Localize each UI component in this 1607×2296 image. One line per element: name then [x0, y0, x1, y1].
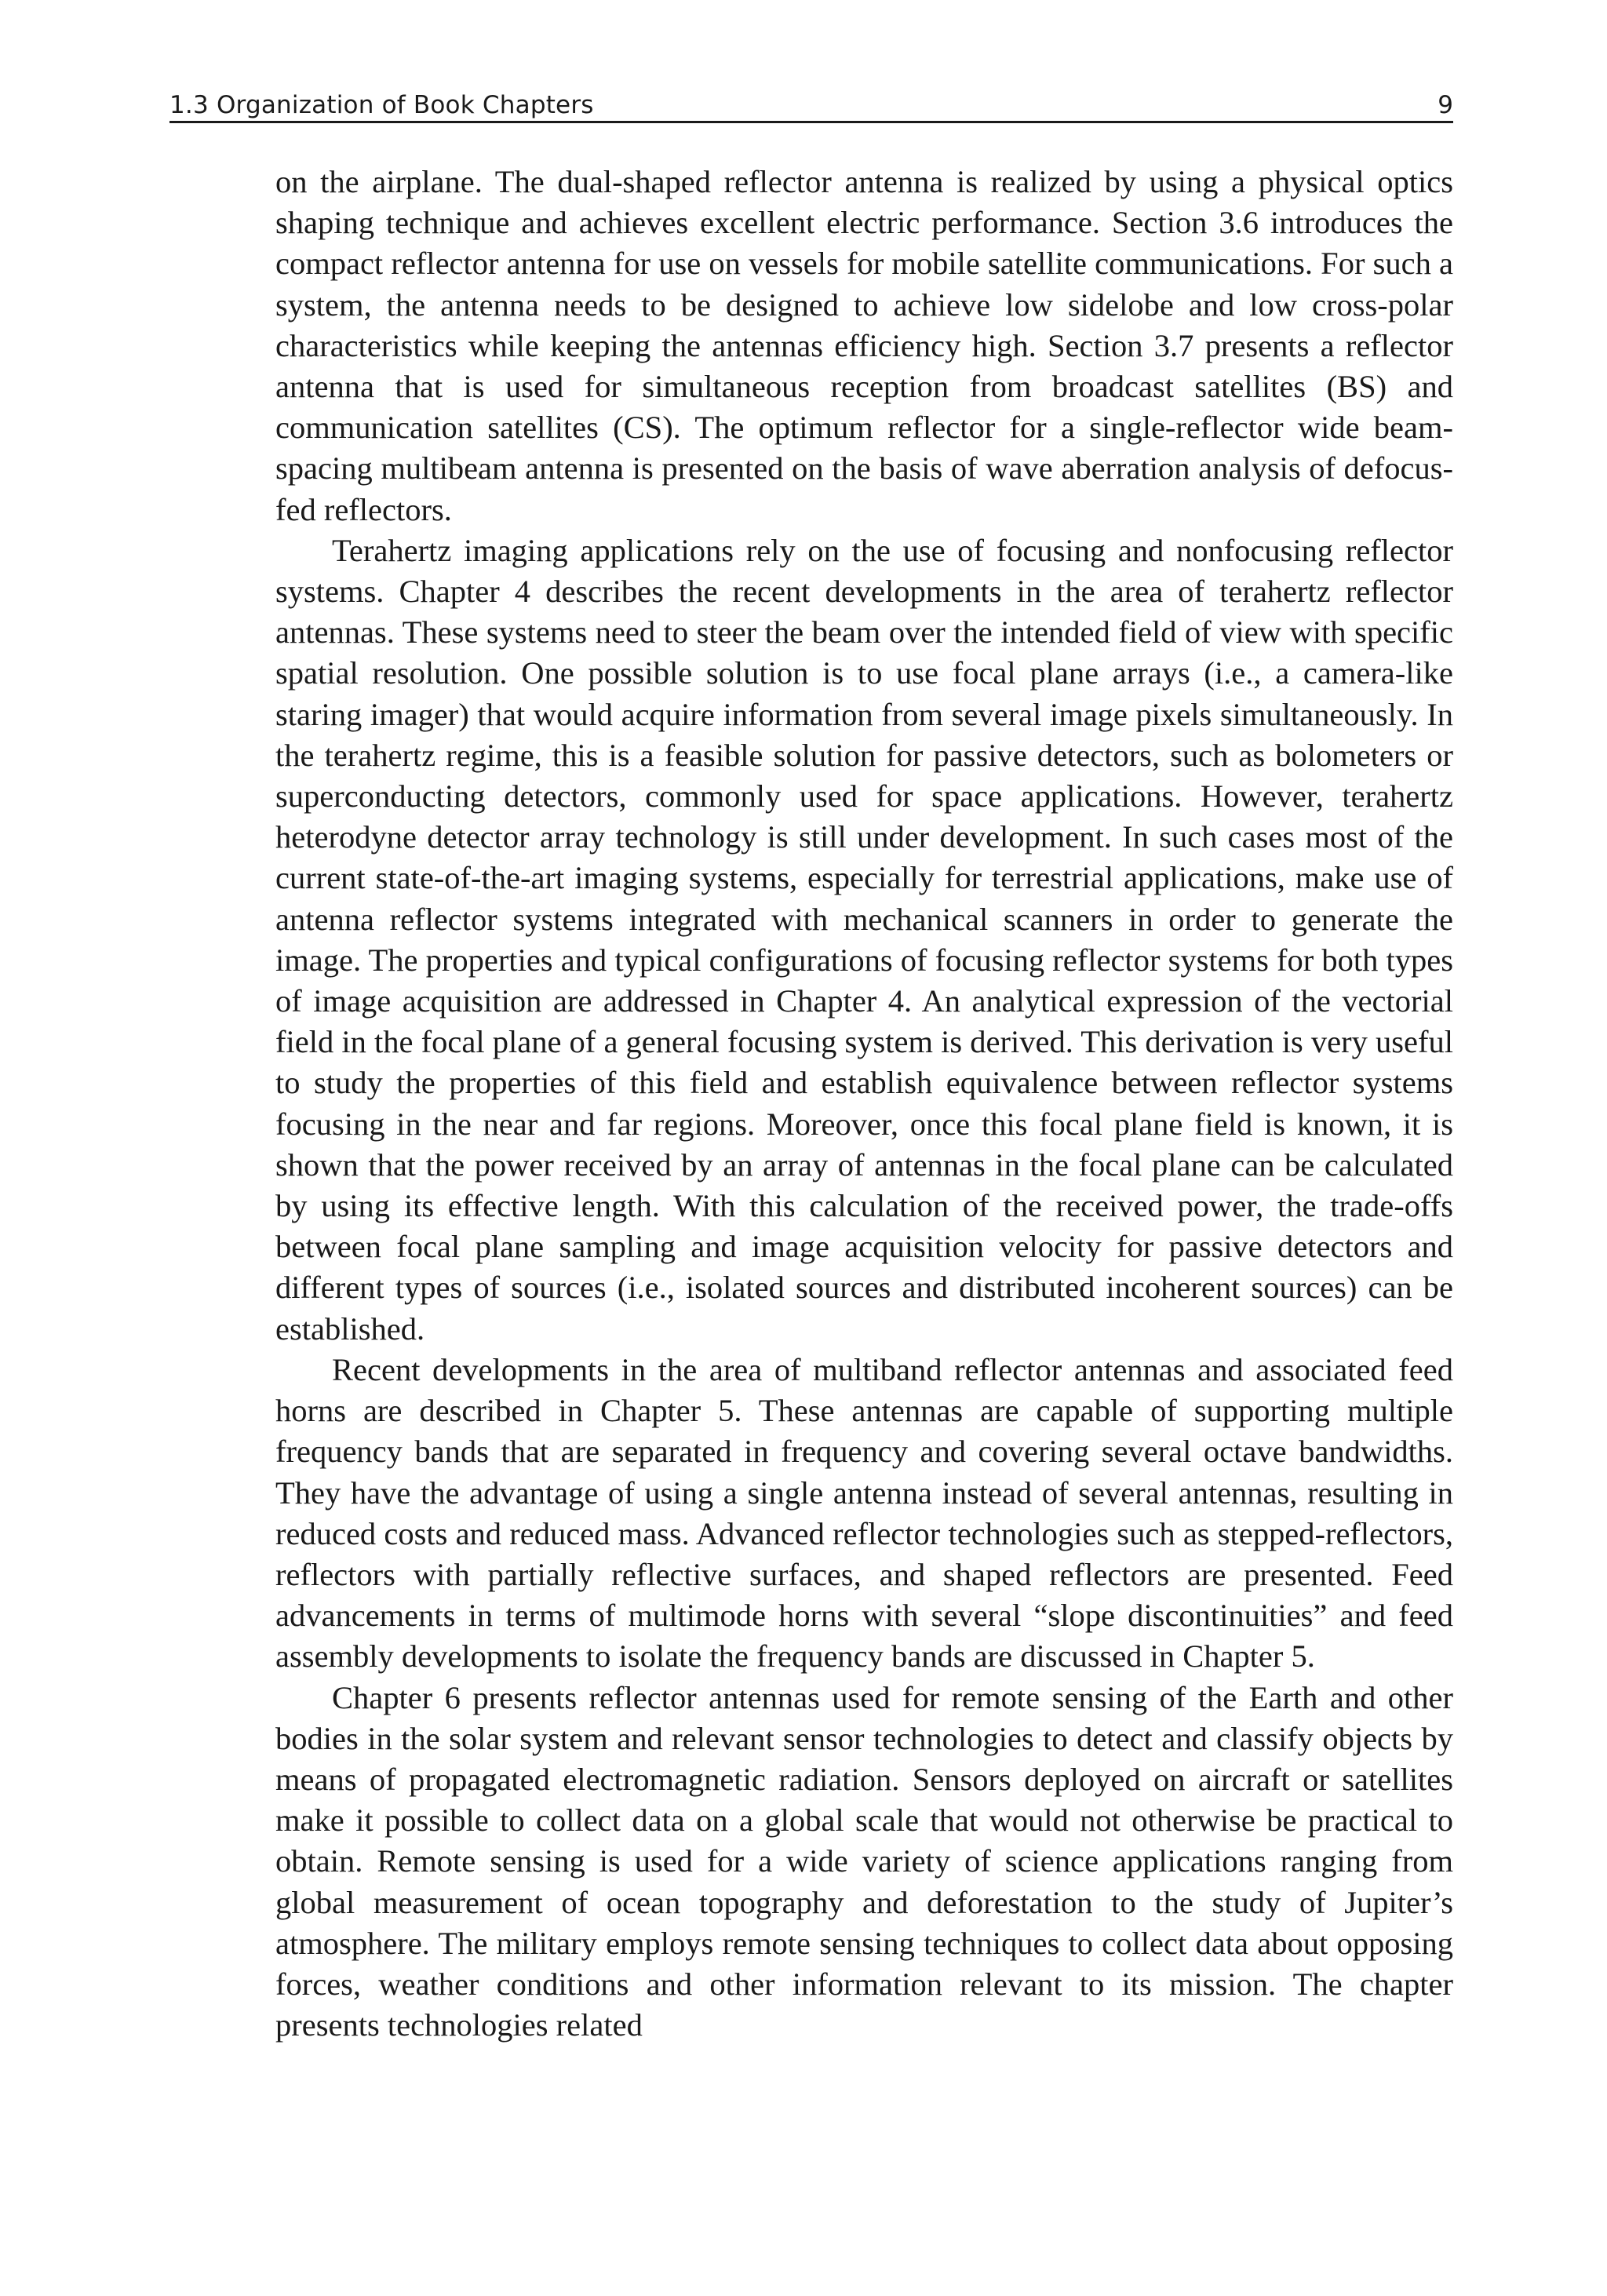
paragraph-terahertz: Terahertz imaging applications rely on the use of focusing and nonfocusing reflector systems. Chapter 4 describes the recent developments in the area of terahertz reflector antennas. These systems need to steer the beam over the intended field of view with specific spatial resolution. One possible solution is to use focal plane arrays (i.e., a camera-like staring imager) that would acquire information from several image pixels simultaneously. In the terahertz regime, this is a feasible solution for passive detectors, such as bolometers or superconducting detectors, commonly used for space applications. However, terahertz heterodyne detector array technology is still under development. In such cases most of the current state-of-the-art imaging systems, especially for terrestrial applications, make use of antenna reflector systems integrated with mechanical scanners in order to generate the image. The properties and typical configurations of focusing reflector systems for both types of image acquisition are addressed in Chapter 4. An analytical expression of the vectorial field in the focal plane of a general focusing system is derived. This derivation is very useful to study the properties of this field and establish equivalence between reflector systems focusing in the near and far regions. Moreover, once this focal plane field is known, it is shown that the power received by an array of antennas in the focal plane can be calculated by using its effective length. With this calculation of the received power, the trade-offs between focal plane sampling and image acquisition velocity for passive detectors and different types of sources (i.e., isolated sources and distributed incoherent sources) can be established.: [275, 532, 1453, 1347]
running-head: [169, 86, 1453, 123]
body-text: [275, 162, 1453, 2046]
paragraph-remote-sensing: Chapter 6 presents reflector antennas used for remote sensing of the Earth and other bodies in the solar system and relevant sensor technologies to detect and classify objects by means of propagated electromagnetic radiation. Sensors deployed on aircraft or satellites make it possible to collect data on a global scale that would not otherwise be practical to obtain. Remote sensing is used for a wide variety of science applications ranging from global measurement of ocean topography and deforestation to the study of Jupiter’s atmosphere. The military employs remote sensing techniques to collect data about opposing forces, weather conditions and other information relevant to its mission. The chapter presents technologies related: [275, 1679, 1453, 2043]
paragraph-multiband: Recent developments in the area of multiband reflector antennas and associated feed horns are described in Chapter 5. These antennas are capable of supporting multiple frequency bands that are separated in frequency and covering several octave bandwidths. They have the advantage of using a single antenna instead of several antennas, resulting in reduced costs and reduced mass. Advanced reflector technologies such as stepped-reflectors, reflectors with partially reflective surfaces, and shaped reflectors are presented. Feed advancements in terms of multimode horns with several “slope discontinuities” and feed assembly developments to isolate the frequency bands are discussed in Chapter 5.: [275, 1351, 1453, 1675]
running-head-section-title: 1.3 Organization of Book Chapters: [169, 91, 594, 119]
paragraph-continued: on the airplane. The dual-shaped reflector antenna is realized by using a physical optics shaping technique and achieves excellent electric performance. Section 3.6 introduces the compact reflector antenna for use on vessels for mobile satellite communications. For such a system, the antenna needs to be designed to achieve low sidelobe and low cross-polar characteristics while keeping the antennas efficiency high. Section 3.7 presents a reflector antenna that is used for simultaneous reception from broadcast satellites (BS) and communication satellites (CS). The optimum reflector for a single-reflector wide beam-spacing multibeam antenna is presented on the basis of wave aberration analysis of defocus-fed reflectors.: [275, 164, 1453, 527]
page-number: 9: [1438, 91, 1453, 119]
